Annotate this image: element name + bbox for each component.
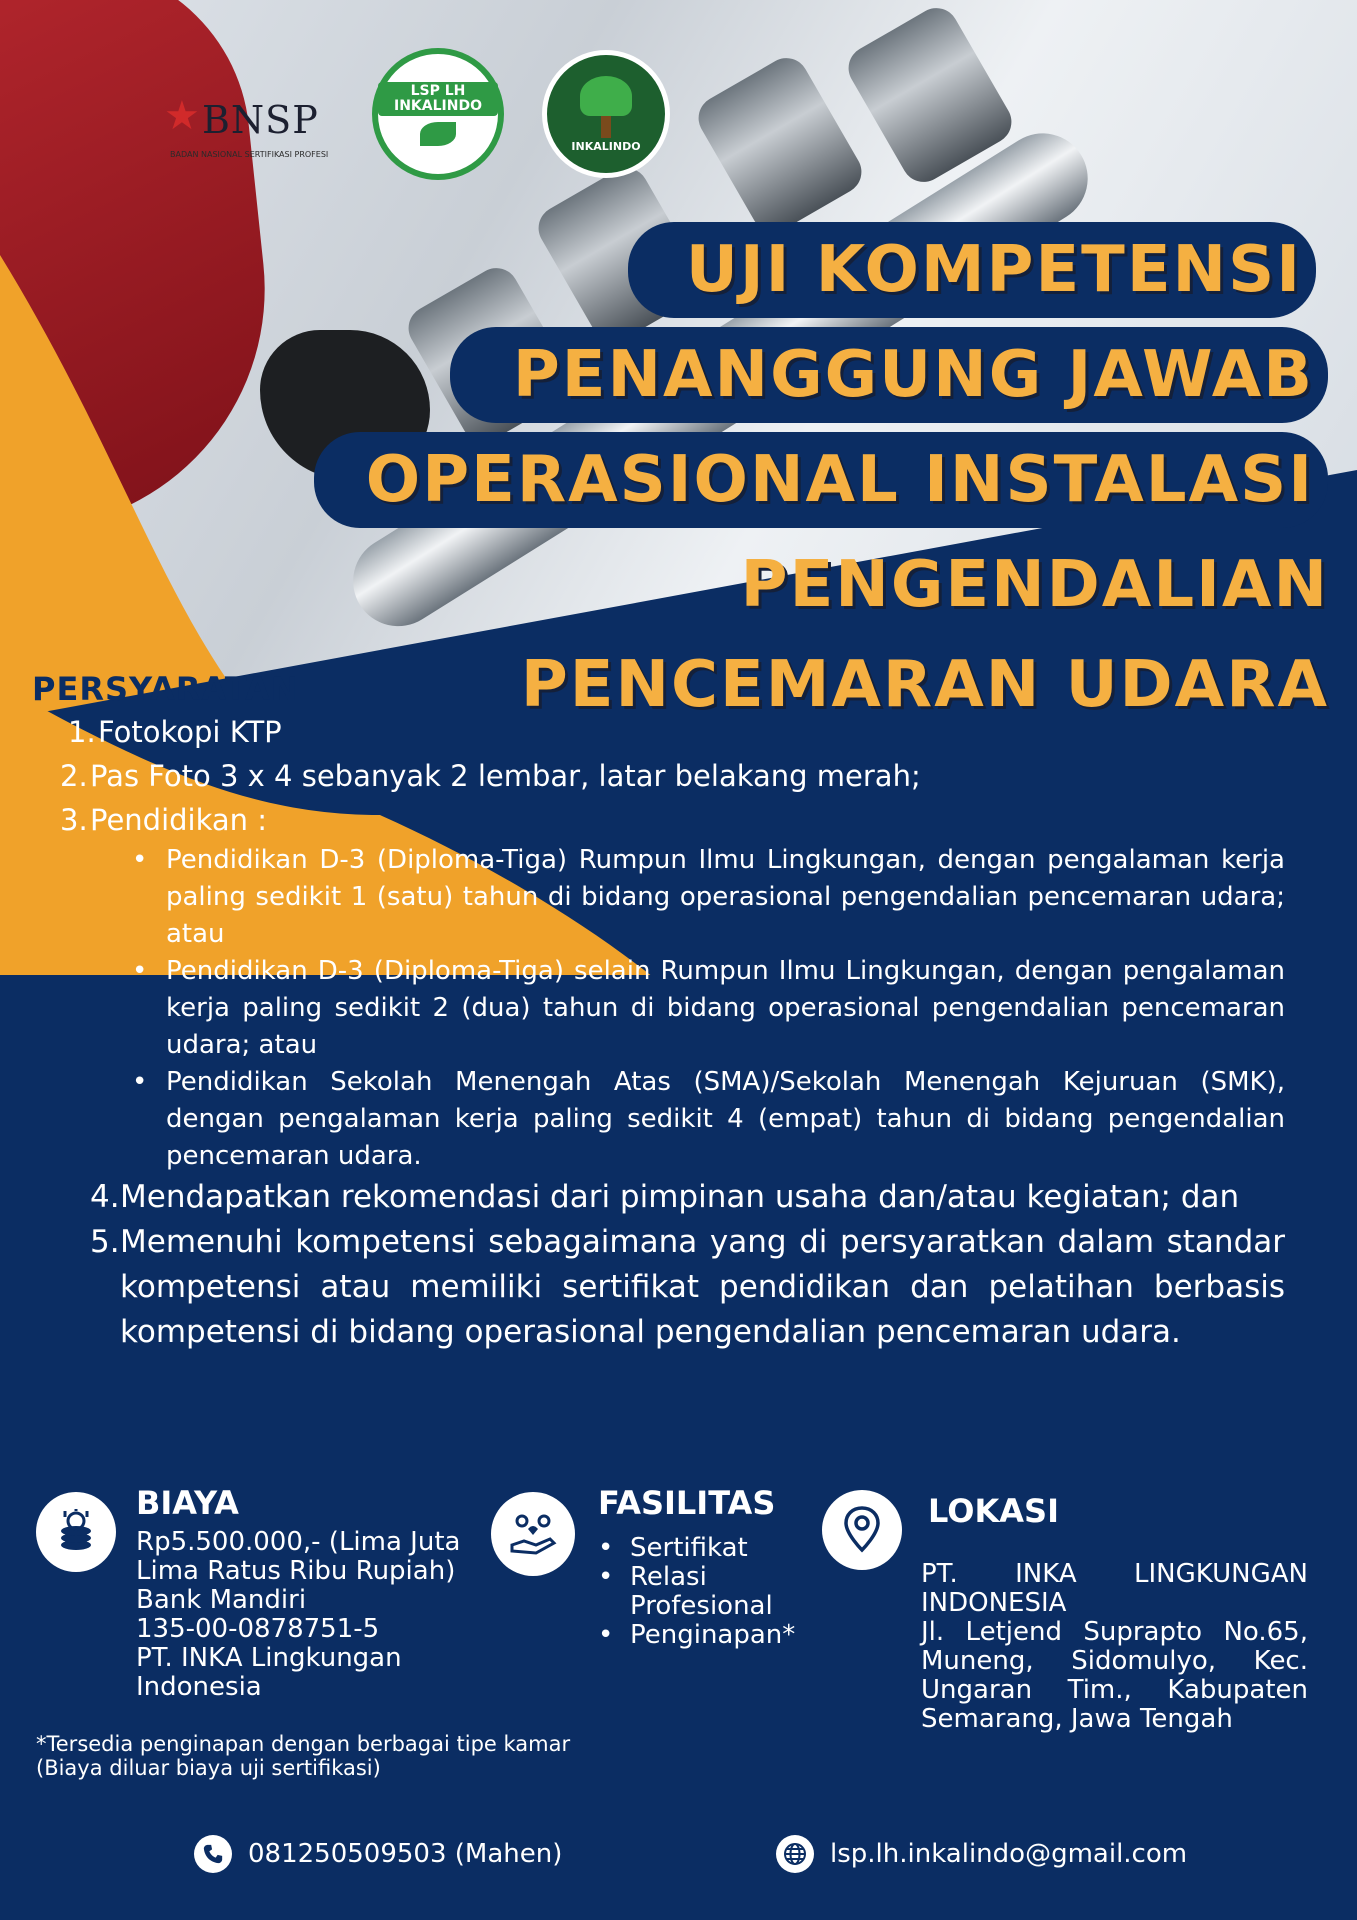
title-line-3: OPERASIONAL INSTALASI — [365, 443, 1314, 517]
bnsp-logo-subtitle: BADAN NASIONAL SERTIFIKASI PROFESI — [170, 150, 329, 159]
lokasi-section — [921, 1560, 1308, 1734]
requirements-heading: PERSYARATAN — [32, 670, 299, 708]
tree-icon — [580, 76, 632, 116]
biaya-line: 135-00-0878751-5 — [136, 1614, 380, 1644]
requirement-number: 1. — [68, 715, 96, 749]
requirement-item — [60, 754, 1285, 798]
requirement-text: Pas Foto 3 x 4 sebanyak 2 lembar, latar belakang merah; — [90, 759, 921, 793]
lsp-lh-inkalindo-logo — [372, 48, 504, 180]
education-item: • Pendidikan D-3 (Diploma-Tiga) selain Rumpun Ilmu Lingkungan, dengan pengalaman kerja paling sedikit 2 (dua) tahun di bidang operasional pengendalian pencemaran udara; atau — [132, 953, 1285, 1064]
fasilitas-list — [598, 1534, 828, 1650]
biaya-line: PT. INKA Lingkungan — [136, 1643, 402, 1673]
requirement-item — [60, 710, 1285, 754]
hand-service-icon — [491, 1492, 575, 1576]
lokasi-heading-wrap — [928, 1492, 1059, 1530]
requirement-item — [60, 1220, 1285, 1355]
requirement-number: 5. — [90, 1224, 120, 1260]
requirement-text: Mendapatkan rekomendasi dari pimpinan usaha dan/atau kegiatan; dan — [120, 1179, 1240, 1215]
globe-icon — [776, 1835, 814, 1873]
title-line-1: UJI KOMPETENSI — [685, 233, 1302, 307]
inkalindo-logo-text: INKALINDO — [571, 139, 641, 153]
lokasi-company: PT. INKA LINGKUNGAN INDONESIA — [921, 1559, 1308, 1618]
tree-trunk-icon — [601, 116, 611, 138]
requirements-list — [60, 710, 1285, 1355]
lokasi-heading: LOKASI — [928, 1492, 1059, 1530]
biaya-line: Indonesia — [136, 1672, 262, 1702]
biaya-details — [136, 1528, 496, 1702]
fasilitas-section — [598, 1484, 828, 1650]
requirement-number: 2. — [60, 759, 88, 793]
phone-icon — [194, 1835, 232, 1873]
phone-number: 081250509503 (Mahen) — [248, 1839, 563, 1869]
lokasi-address: Jl. Letjend Suprapto No.65, Muneng, Sidomulyo, Kec. Ungaran Tim., Kabupaten Semarang, Jawa Tengah — [921, 1617, 1308, 1734]
coins-icon — [36, 1492, 116, 1572]
fasilitas-heading: FASILITAS — [598, 1484, 776, 1522]
footnote — [36, 1732, 570, 1780]
requirement-number: 4. — [90, 1179, 120, 1215]
biaya-section — [136, 1484, 496, 1702]
title-line-4: PENGENDALIAN — [740, 548, 1329, 622]
lsp-logo-text: LSP LH INKALINDO — [378, 82, 498, 117]
requirement-text: Memenuhi kompetensi sebagaimana yang di persyaratkan dalam standar kompetensi atau memiliki sertifikat pendidikan dan pelatihan berbasis kompetensi di bidang operasional pengendalian pencemaran udara. — [120, 1224, 1285, 1350]
title-line-5: PENCEMARAN UDARA — [520, 648, 1329, 722]
biaya-line: Lima Ratus Ribu Rupiah) — [136, 1556, 456, 1586]
email-address: lsp.lh.inkalindo@gmail.com — [830, 1839, 1188, 1869]
title-pill-3 — [314, 432, 1328, 528]
fasilitas-item: • Penginapan* — [598, 1621, 828, 1650]
title-line-2: PENANGGUNG JAWAB — [512, 338, 1314, 412]
leaf-icon — [420, 122, 456, 146]
logo-row — [160, 48, 670, 180]
email-contact[interactable] — [776, 1835, 1187, 1873]
bnsp-star-icon: ★ — [164, 93, 200, 139]
bnsp-logo-text: BNSP — [202, 98, 319, 142]
requirement-number: 3. — [60, 803, 88, 837]
education-item: • Pendidikan D-3 (Diploma-Tiga) Rumpun Ilmu Lingkungan, dengan pengalaman kerja paling sedikit 1 (satu) tahun di bidang operasional pengendalian pencemaran udara; atau — [132, 842, 1285, 953]
phone-contact[interactable] — [194, 1835, 562, 1873]
requirement-text: Fotokopi KTP — [98, 715, 282, 749]
education-item: • Pendidikan Sekolah Menengah Atas (SMA)/Sekolah Menengah Kejuruan (SMK), dengan pengalaman kerja paling sedikit 4 (empat) tahun di bidang pengendalian pencemaran udara. — [132, 1064, 1285, 1175]
biaya-line: Bank Mandiri — [136, 1585, 307, 1615]
location-pin-icon — [822, 1490, 902, 1570]
fasilitas-item: • Relasi Profesional — [598, 1563, 828, 1621]
crankshaft-lobe — [691, 50, 870, 240]
biaya-heading: BIAYA — [136, 1484, 239, 1522]
education-list — [132, 842, 1285, 1175]
title-pill-2 — [450, 327, 1328, 423]
biaya-line: Rp5.500.000,- (Lima Juta — [136, 1527, 461, 1557]
requirement-item — [60, 1175, 1285, 1220]
fasilitas-item: • Sertifikat — [598, 1534, 828, 1563]
requirement-item — [60, 798, 1285, 842]
footnote-line: (Biaya diluar biaya uji sertifikasi) — [36, 1756, 381, 1780]
inkalindo-logo — [542, 50, 670, 178]
bnsp-logo — [160, 84, 330, 159]
requirement-text: Pendidikan : — [90, 803, 268, 837]
title-pill-1 — [628, 222, 1316, 318]
footnote-line: *Tersedia penginapan dengan berbagai tipe kamar — [36, 1732, 571, 1756]
